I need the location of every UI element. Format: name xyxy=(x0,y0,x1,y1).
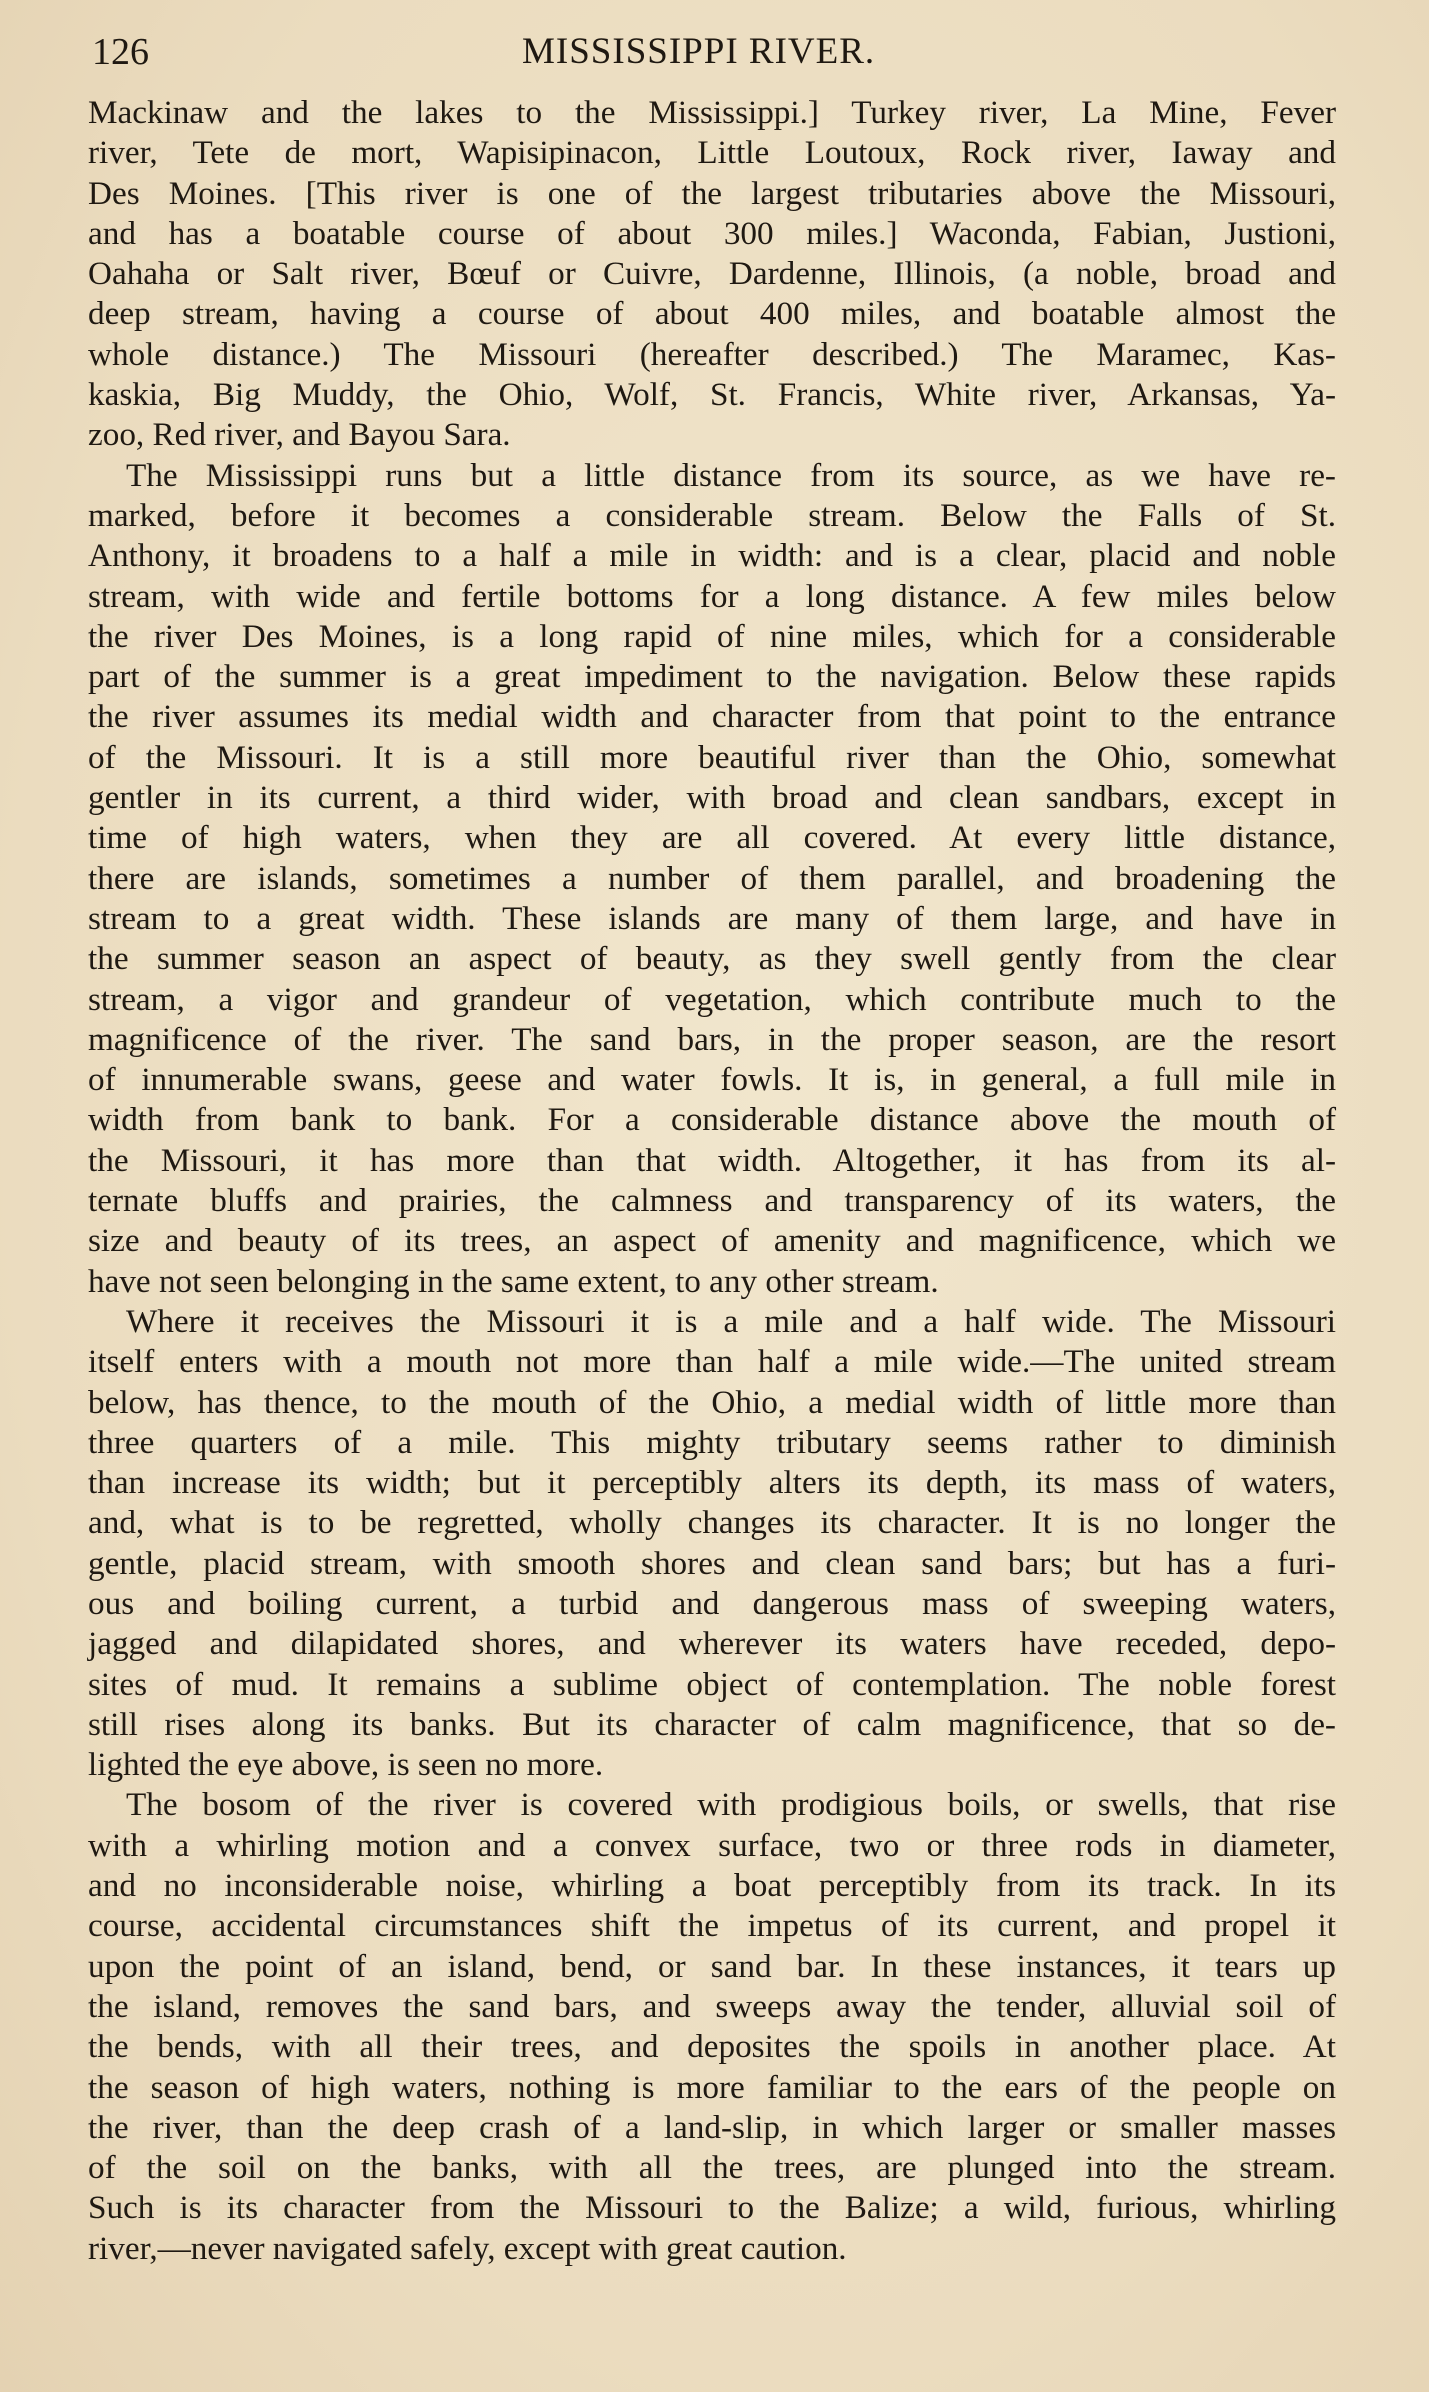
text-line: Oahaha or Salt river, Bœuf or Cuivre, Dardenne, Illinois, (a noble, broad and xyxy=(88,255,1336,293)
text-line: gentler in its current, a third wider, with broad and clean sandbars, except in xyxy=(88,779,1336,817)
text-line: the Missouri, it has more than that width. Altogether, it has from its al- xyxy=(88,1141,1336,1179)
text-line: Such is its character from the Missouri to the Balize; a wild, furious, whirling xyxy=(88,2189,1336,2227)
text-line: upon the point of an island, bend, or sand bar. In these instances, it tears up xyxy=(88,1947,1336,1985)
text-line: river,—never navigated safely, except with great caution. xyxy=(88,2229,847,2267)
text-line: stream to a great width. These islands are many of them large, and have in xyxy=(88,899,1336,937)
text-line: time of high waters, when they are all covered. At every little distance, xyxy=(88,819,1336,857)
running-title: MISSISSIPPI RIVER. xyxy=(522,31,876,72)
text-line: have not seen belonging in the same extent, to any other stream. xyxy=(88,1262,939,1300)
text-line: Where it receives the Missouri it is a mile and a half wide. The Missouri xyxy=(126,1302,1336,1340)
text-line: Mackinaw and the lakes to the Mississippi.] Turkey river, La Mine, Fever xyxy=(88,94,1336,131)
page-header xyxy=(92,26,1342,96)
text-line: stream, a vigor and grandeur of vegetation, which contribute much to the xyxy=(88,980,1336,1018)
text-line: whole distance.) The Missouri (hereafter described.) The Maramec, Kas- xyxy=(88,335,1336,373)
text-line: there are islands, sometimes a number of them parallel, and broadening the xyxy=(88,859,1336,897)
text-line: the river Des Moines, is a long rapid of nine miles, which for a considerable xyxy=(88,617,1336,655)
text-line: three quarters of a mile. This mighty tributary seems rather to diminish xyxy=(88,1423,1336,1461)
text-line: of innumerable swans, geese and water fowls. It is, in general, a full mile in xyxy=(88,1061,1336,1099)
text-line: the river assumes its medial width and character from that point to the entrance xyxy=(88,698,1336,736)
text-line: the bends, with all their trees, and deposites the spoils in another place. At xyxy=(88,2028,1336,2066)
text-line: size and beauty of its trees, an aspect of amenity and magnificence, which we xyxy=(88,1222,1336,1260)
text-line: and no inconsiderable noise, whirling a boat perceptibly from its track. In its xyxy=(88,1867,1336,1905)
text-line: jagged and dilapidated shores, and wherever its waters have receded, depo- xyxy=(88,1625,1336,1663)
text-line: the summer season an aspect of beauty, as they swell gently from the clear xyxy=(88,940,1336,978)
text-line: marked, before it becomes a considerable stream. Below the Falls of St. xyxy=(88,496,1336,534)
text-line: itself enters with a mouth not more than half a mile wide.—The united stream xyxy=(88,1343,1336,1381)
text-line: the river, than the deep crash of a land-slip, in which larger or smaller masses xyxy=(88,2108,1336,2146)
text-line: and, what is to be regretted, wholly changes its character. It is no longer the xyxy=(88,1504,1336,1542)
body-text xyxy=(88,93,1336,2269)
text-line: with a whirling motion and a convex surface, two or three rods in diameter, xyxy=(88,1826,1336,1864)
text-line: The Mississippi runs but a little distance from its source, as we have re- xyxy=(126,456,1336,494)
text-line: below, has thence, to the mouth of the Ohio, a medial width of little more than xyxy=(88,1383,1336,1421)
text-line: still rises along its banks. But its character of calm magnificence, that so de- xyxy=(88,1705,1336,1743)
text-line: lighted the eye above, is seen no more. xyxy=(88,1746,604,1784)
text-line: part of the summer is a great impediment to the navigation. Below these rapids xyxy=(88,658,1336,696)
text-line: than increase its width; but it perceptibly alters its depth, its mass of waters, xyxy=(88,1464,1336,1502)
text-line: of the Missouri. It is a still more beautiful river than the Ohio, somewhat xyxy=(88,738,1336,776)
text-line: magnificence of the river. The sand bars, in the proper season, are the resort xyxy=(88,1020,1336,1058)
text-line: gentle, placid stream, with smooth shores and clean sand bars; but has a furi- xyxy=(88,1544,1336,1582)
text-line: course, accidental circumstances shift the impetus of its current, and propel it xyxy=(88,1907,1336,1945)
text-line: and has a boatable course of about 300 miles.] Waconda, Fabian, Justioni, xyxy=(88,214,1336,252)
page-number: 126 xyxy=(92,31,149,73)
text-line: sites of mud. It remains a sublime object of contemplation. The noble forest xyxy=(88,1665,1336,1703)
text-line: width from bank to bank. For a considerable distance above the mouth of xyxy=(88,1101,1336,1139)
text-line: The bosom of the river is covered with prodigious boils, or swells, that rise xyxy=(126,1786,1336,1824)
text-line: of the soil on the banks, with all the trees, are plunged into the stream. xyxy=(88,2149,1336,2187)
text-line: stream, with wide and fertile bottoms for a long distance. A few miles below xyxy=(88,577,1336,615)
text-line: deep stream, having a course of about 400 miles, and boatable almost the xyxy=(88,295,1336,333)
text-line: Anthony, it broadens to a half a mile in width: and is a clear, placid and noble xyxy=(88,537,1336,575)
text-line: the island, removes the sand bars, and sweeps away the tender, alluvial soil of xyxy=(88,1987,1336,2025)
text-line: kaskia, Big Muddy, the Ohio, Wolf, St. Francis, White river, Arkansas, Ya- xyxy=(88,376,1336,414)
text-line: ternate bluffs and prairies, the calmness and transparency of its waters, the xyxy=(88,1182,1336,1220)
text-line: zoo, Red river, and Bayou Sara. xyxy=(88,416,511,454)
text-line: the season of high waters, nothing is more familiar to the ears of the people on xyxy=(88,2068,1336,2106)
text-line: Des Moines. [This river is one of the largest tributaries above the Missouri, xyxy=(88,174,1336,212)
text-line: ous and boiling current, a turbid and dangerous mass of sweeping waters, xyxy=(88,1584,1336,1622)
text-line: river, Tete de mort, Wapisipinacon, Little Loutoux, Rock river, Iaway and xyxy=(88,134,1336,172)
